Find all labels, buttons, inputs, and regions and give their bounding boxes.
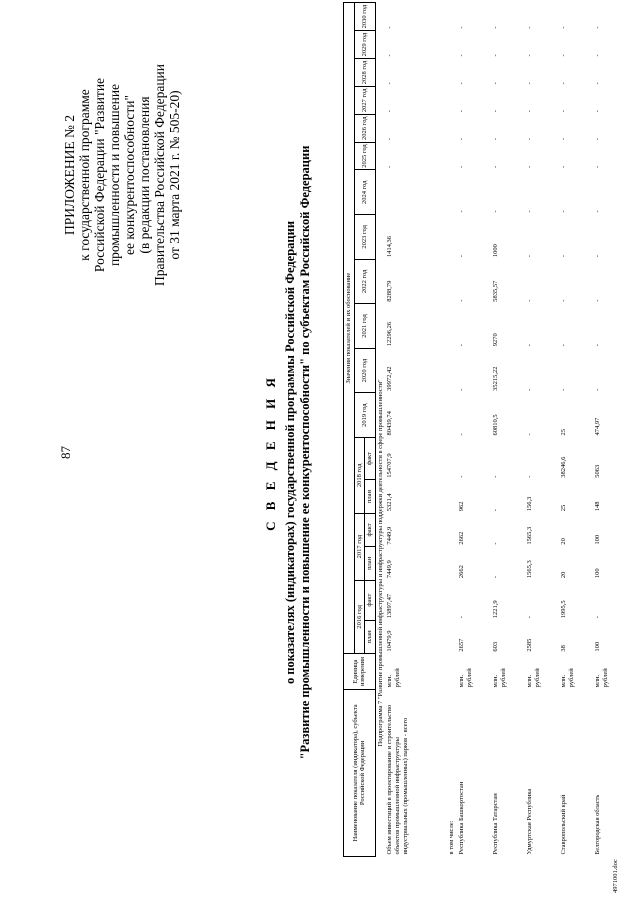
header-fact: факт — [365, 437, 376, 479]
row-value: 38 — [560, 645, 568, 652]
row-value: - — [492, 475, 500, 478]
file-footer: 4971001.doc — [612, 859, 619, 893]
row-value: - — [492, 26, 500, 29]
row-value: - — [492, 165, 500, 168]
row-value — [447, 170, 457, 215]
row-value: 7449,9 — [386, 560, 394, 579]
row-value: - — [492, 82, 500, 85]
row-value: - — [386, 26, 394, 29]
header-plan: план — [365, 547, 376, 580]
row-value: - — [594, 26, 602, 29]
row-value: 2657 — [458, 638, 466, 652]
header-values: Значения показателей и их обоснование — [344, 3, 355, 654]
row-value: 13897,47 — [386, 593, 394, 619]
row-value — [385, 170, 447, 215]
row-value: 5835,57 — [492, 280, 500, 302]
row-value: - — [594, 210, 602, 213]
row-name: в том числе: — [448, 820, 456, 855]
row-value: - — [594, 254, 602, 258]
row-value — [447, 348, 457, 393]
row-value: - — [386, 82, 394, 85]
row-value: 39972,42 — [386, 366, 394, 391]
row-value: - — [526, 433, 534, 436]
row-value: 1414,36 — [386, 236, 394, 258]
row-value: - — [458, 299, 466, 302]
row-value: - — [526, 54, 534, 57]
header-year: 2029 год — [354, 31, 375, 59]
row-value: 2662 — [458, 565, 466, 579]
header-year: 2021 год — [354, 304, 375, 349]
header-plan: план — [365, 480, 376, 513]
row-value: - — [492, 54, 500, 57]
table-row — [491, 3, 525, 857]
row-value: 38246,6 — [560, 456, 568, 478]
row-value: - — [594, 54, 602, 57]
row-value — [447, 215, 457, 260]
appendix-line: к государственной программе — [77, 89, 92, 261]
row-value: - — [492, 210, 500, 213]
subtitle-line: "Развитие промышленности и повышение ее конкурентоспособности" по субъектам Российской Федерации — [298, 145, 312, 760]
row-value — [447, 259, 457, 304]
header-year: 2030 год — [354, 3, 375, 31]
appendix-line: (в редакции постановления — [137, 96, 152, 254]
row-value: 5321,4 — [386, 493, 394, 512]
row-value — [447, 393, 457, 438]
row-value: 5063 — [594, 464, 602, 478]
row-value — [447, 59, 457, 87]
appendix-line: промышленности и повышение — [107, 83, 122, 267]
row-value: 10479,9 — [386, 630, 394, 652]
row-value: 35215,22 — [492, 366, 500, 391]
header-year: 2028 год — [354, 59, 375, 87]
row-value: - — [458, 616, 466, 619]
row-value: - — [560, 388, 568, 391]
row-value: - — [458, 54, 466, 57]
table-body — [375, 3, 627, 857]
row-value — [447, 3, 457, 31]
row-value: - — [560, 210, 568, 213]
row-value: - — [560, 137, 568, 141]
appendix-line: Правительства Российской Федерации — [152, 64, 167, 286]
row-value: 9270 — [492, 333, 500, 347]
row-unit — [447, 654, 457, 690]
row-value: - — [458, 82, 466, 85]
row-value — [447, 513, 457, 546]
row-value — [447, 620, 457, 653]
table-row — [559, 3, 593, 857]
header-year: 2022 год — [354, 259, 375, 304]
row-value: 100 — [594, 534, 602, 545]
row-value: 148 — [594, 501, 602, 512]
row-unit: млн. рублей — [594, 668, 609, 688]
row-value: - — [492, 137, 500, 141]
row-value — [447, 437, 457, 479]
row-value: - — [560, 254, 568, 258]
indicators-table — [343, 2, 627, 857]
appendix-line: ПРИЛОЖЕНИЕ № 2 — [62, 114, 77, 236]
row-value: - — [458, 210, 466, 213]
row-value: - — [560, 165, 568, 168]
row-value: - — [458, 344, 466, 347]
row-value: - — [492, 542, 500, 545]
row-value: - — [560, 54, 568, 57]
row-value: - — [526, 82, 534, 85]
row-value: - — [560, 110, 568, 113]
header-year: 2016 год — [354, 580, 365, 654]
header-year: 2027 год — [354, 86, 375, 114]
row-name: Ставропольский край — [560, 794, 568, 855]
row-value: - — [594, 110, 602, 113]
appendix-line: от 31 марта 2021 г. № 505-20) — [167, 90, 182, 260]
row-value — [447, 31, 457, 59]
row-value: 154707,9 — [386, 453, 394, 478]
row-value: 474,97 — [594, 417, 602, 436]
row-value — [447, 304, 457, 349]
row-value: - — [458, 433, 466, 436]
row-value: - — [526, 165, 534, 168]
row-unit: млн. рублей — [386, 668, 401, 688]
row-value: - — [560, 299, 568, 302]
header-year: 2026 год — [354, 114, 375, 142]
row-value: - — [458, 388, 466, 391]
row-value: - — [594, 137, 602, 141]
header-fact: факт — [365, 580, 376, 620]
row-name: Республика Башкортостан — [458, 781, 466, 855]
row-value: - — [526, 210, 534, 213]
row-unit: млн. рублей — [492, 668, 507, 688]
row-value: 25 — [560, 504, 568, 512]
row-value: - — [526, 616, 534, 619]
page-number: 87 — [58, 446, 73, 459]
table-row — [447, 3, 457, 857]
row-value: 2662 — [458, 531, 466, 545]
indicators-table-wrapper — [343, 2, 627, 857]
row-value: - — [560, 26, 568, 29]
row-value: 1995,5 — [560, 600, 568, 619]
row-value: 1221,9 — [492, 600, 500, 619]
row-value: - — [594, 616, 602, 619]
row-value: 1000 — [492, 244, 500, 258]
row-value: - — [594, 299, 602, 302]
table-row — [457, 3, 491, 857]
row-value: 20 — [560, 571, 568, 579]
row-value: - — [458, 26, 466, 29]
row-value: - — [526, 26, 534, 29]
row-value — [447, 142, 457, 170]
row-value: 1565,3 — [526, 560, 534, 579]
header-year: 2023 год — [354, 215, 375, 260]
row-value: - — [526, 388, 534, 391]
row-value: - — [458, 475, 466, 478]
row-value: - — [560, 344, 568, 347]
appendix-line: Российской Федерации "Развитие — [92, 77, 107, 273]
document-title: С В Е Д Е Н И Я — [263, 374, 278, 531]
row-name: Удмуртская Республика — [526, 788, 534, 855]
row-value: - — [526, 475, 534, 478]
header-year: 2020 год — [354, 348, 375, 393]
row-unit: млн. рублей — [560, 668, 575, 688]
header-year: 2017 год — [354, 513, 365, 580]
row-value: - — [526, 254, 534, 258]
row-value: - — [594, 388, 602, 391]
row-value — [447, 547, 457, 580]
row-name: Объем инвестиций в проектирование и строительство объектов промышленной инфраструктуры индустриальных (промышленных) парков - всего — [386, 704, 409, 855]
row-value: 100 — [594, 641, 602, 652]
row-value: - — [458, 254, 466, 258]
row-value: - — [526, 137, 534, 141]
row-value: - — [458, 110, 466, 113]
row-value: 156,3 — [526, 496, 534, 512]
row-value — [447, 580, 457, 620]
row-value: - — [560, 82, 568, 85]
row-value: - — [526, 299, 534, 302]
row-value: - — [526, 344, 534, 347]
header-year: 2025 год — [354, 142, 375, 170]
row-value: - — [526, 110, 534, 113]
row-name: Республика Татарстан — [492, 793, 500, 855]
header-unit: Единица измерения — [344, 654, 376, 690]
row-value: 25 — [560, 428, 568, 436]
appendix-line: ее конкурентоспособности" — [122, 95, 137, 255]
header-name: Наименование показателя (индикатора), субъекта Российской Федерации — [344, 689, 376, 856]
row-value — [447, 86, 457, 114]
row-value: 12296,26 — [386, 321, 394, 347]
row-value: - — [594, 344, 602, 347]
row-value: - — [386, 137, 394, 141]
row-value: 100 — [594, 568, 602, 579]
row-value: - — [492, 509, 500, 512]
row-value: - — [492, 110, 500, 113]
row-name: Белгородская область — [594, 794, 602, 855]
header-fact: факт — [365, 513, 376, 546]
table-row — [525, 3, 559, 857]
appendix-header — [62, 15, 182, 335]
row-value: - — [492, 575, 500, 579]
row-value: 80439,74 — [386, 411, 394, 436]
row-value: 8288,79 — [386, 280, 394, 302]
row-value: 603 — [492, 641, 500, 652]
row-value: - — [458, 165, 466, 168]
row-value: 1565,3 — [526, 526, 534, 545]
subprogram-title: Подпрограмма 7 "Развитие промышленной инфраструктуры и инфраструктуры поддержки деятельности в сфере промышленности" — [376, 379, 384, 747]
row-value: - — [594, 165, 602, 168]
row-value: - — [386, 54, 394, 57]
subtitle-line: о показателях (индикаторах) государственной программы Российской Федерации — [283, 220, 297, 685]
header-year: 2018 год — [354, 437, 365, 513]
row-value: 60810,5 — [492, 414, 500, 436]
header-year: 2019 год — [354, 393, 375, 438]
row-value: 962 — [458, 501, 466, 512]
row-value: - — [458, 137, 466, 141]
table-row — [593, 3, 627, 857]
row-value: 20 — [560, 538, 568, 545]
header-plan: план — [365, 620, 376, 653]
row-unit: млн. рублей — [458, 668, 473, 688]
row-value: 2585 — [526, 638, 534, 652]
row-value — [447, 114, 457, 142]
row-value: - — [386, 110, 394, 113]
row-unit: млн. рублей — [526, 668, 541, 688]
row-value: 7449,9 — [386, 526, 394, 545]
row-value: - — [386, 165, 394, 168]
document-subtitle — [283, 0, 313, 905]
header-year: 2024 год — [354, 170, 375, 215]
row-value — [447, 480, 457, 513]
table-row — [385, 3, 447, 857]
row-value: - — [594, 82, 602, 85]
